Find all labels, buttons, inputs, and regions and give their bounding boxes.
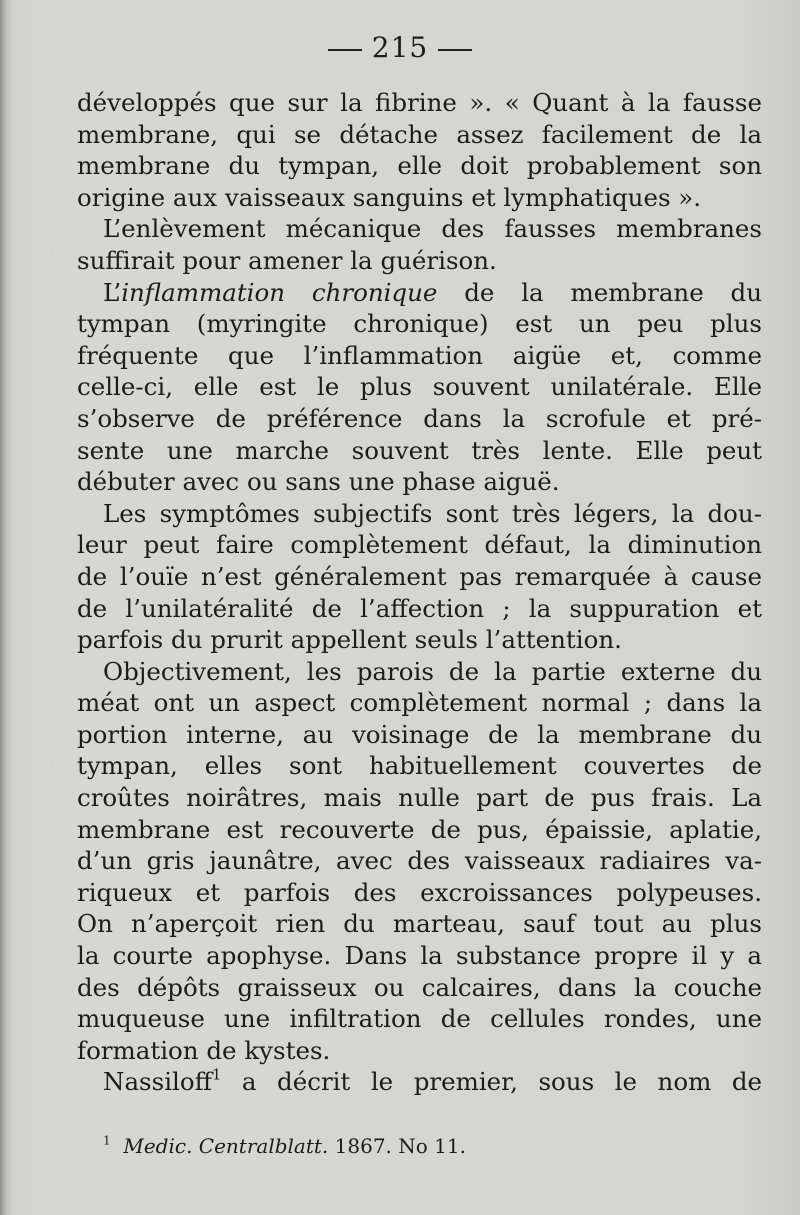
- page-number: 215: [371, 31, 429, 64]
- line-text: formation de kystes.: [77, 1035, 331, 1065]
- text-line: [77, 150, 762, 182]
- line-text: portion interne, au voisinage de la membrane du: [77, 719, 762, 749]
- line-text: de l’ouïe n’est généralement pas remarquée à cause: [77, 561, 762, 591]
- line-text: fréquente que l’inflammation aigüe et, comme: [77, 340, 762, 370]
- line-text: Nassiloff: [103, 1067, 213, 1097]
- text-line: [77, 561, 762, 593]
- text-line: [77, 877, 762, 909]
- line-text: celle-ci, elle est le plus souvent unilatérale. Elle: [77, 372, 762, 402]
- line-text: membrane est recouverte de pus, épaissie, aplatie,: [77, 814, 762, 844]
- line-text: sente une marche souvent très lente. Elle peut: [77, 435, 762, 465]
- text-line: [77, 656, 762, 688]
- line-text: On n’aperçoit rien du marteau, sauf tout au plus: [77, 909, 762, 939]
- line-text: croûtes noirâtres, mais nulle part de pus frais. La: [77, 783, 762, 813]
- text-line: [77, 593, 762, 625]
- footnote-details: 1867. No 11.: [334, 1134, 466, 1158]
- footnote-source: Medic. Centralblatt.: [123, 1134, 329, 1158]
- line-text: des dépôts graisseux ou calcaires, dans la couche: [77, 972, 762, 1002]
- line-text: riqueux et parfois des excroissances polypeuses.: [77, 877, 762, 907]
- line-text: membrane du tympan, elle doit probablement son: [77, 151, 762, 181]
- line-text: de l’unilatéralité de l’affection ; la suppuration et: [77, 593, 762, 623]
- text-line: [77, 119, 762, 151]
- footnote: [103, 1132, 466, 1160]
- text-line: [77, 308, 762, 340]
- line-text: la courte apophyse. Dans la substance propre il y a: [77, 941, 762, 971]
- text-line: [77, 213, 762, 245]
- text-line: [77, 529, 762, 561]
- text-line: [77, 245, 762, 277]
- line-text: parfois du prurit appellent seuls l’attention.: [77, 625, 622, 655]
- text-line: [77, 403, 762, 435]
- line-text: suffirait pour amener la guérison.: [77, 245, 497, 275]
- header-dash-right: [438, 49, 472, 51]
- line-text: Objectivement, les parois de la partie externe du: [103, 656, 762, 686]
- line-text: membrane, qui se détache assez facilement de la: [77, 119, 762, 149]
- line-text: de la membrane du: [437, 277, 762, 307]
- line-text: muqueuse une infiltration de cellules rondes, une: [77, 1004, 762, 1034]
- page-header: [0, 30, 800, 66]
- text-line: [77, 782, 762, 814]
- page-binding-edge: [0, 0, 6, 1215]
- text-line: [77, 182, 762, 214]
- text-line: [77, 972, 762, 1004]
- line-text: L’enlèvement mécanique des fausses membranes: [103, 214, 762, 244]
- line-text: tympan (myringite chronique) est un peu plus: [77, 309, 762, 339]
- line-text: leur peut faire complètement défaut, la diminution: [77, 530, 762, 560]
- body-text: [77, 87, 762, 1098]
- text-line: [77, 687, 762, 719]
- footnote-marker: 1: [103, 1133, 111, 1148]
- line-text: s’observe de préférence dans la scrofule et pré-: [77, 403, 762, 433]
- text-line: [77, 719, 762, 751]
- text-line: [77, 1035, 762, 1067]
- line-text: Les symptômes subjectifs sont très légers, la dou-: [103, 498, 762, 528]
- italic-term: inflammation chronique: [121, 277, 438, 307]
- text-line: [77, 498, 762, 530]
- text-line: [77, 814, 762, 846]
- text-line: [77, 845, 762, 877]
- line-text: tympan, elles sont habituellement couvertes de: [77, 751, 762, 781]
- header-dash-left: [328, 49, 362, 51]
- text-line: [77, 750, 762, 782]
- text-line: [77, 371, 762, 403]
- line-text: d’un gris jaunâtre, avec des vaisseaux radiaires va-: [77, 846, 762, 876]
- line-text: développés que sur la fibrine ». « Quant à la fausse: [77, 88, 762, 117]
- footnote-reference: 1: [212, 1067, 222, 1085]
- line-text: L’: [103, 277, 122, 307]
- text-line: [77, 624, 762, 656]
- text-line: [77, 1003, 762, 1035]
- text-line: [77, 277, 762, 309]
- text-line: [77, 940, 762, 972]
- line-text: méat ont un aspect complètement normal ; dans la: [77, 688, 762, 718]
- text-line: [77, 87, 762, 119]
- text-line: [77, 1066, 762, 1098]
- line-text: débuter avec ou sans une phase aiguë.: [77, 467, 560, 497]
- text-line: [77, 340, 762, 372]
- line-text: a décrit le premier, sous le nom de: [221, 1067, 762, 1097]
- text-line: [77, 435, 762, 467]
- text-line: [77, 908, 762, 940]
- line-text: origine aux vaisseaux sanguins et lymphatiques ».: [77, 182, 702, 212]
- text-line: [77, 466, 762, 498]
